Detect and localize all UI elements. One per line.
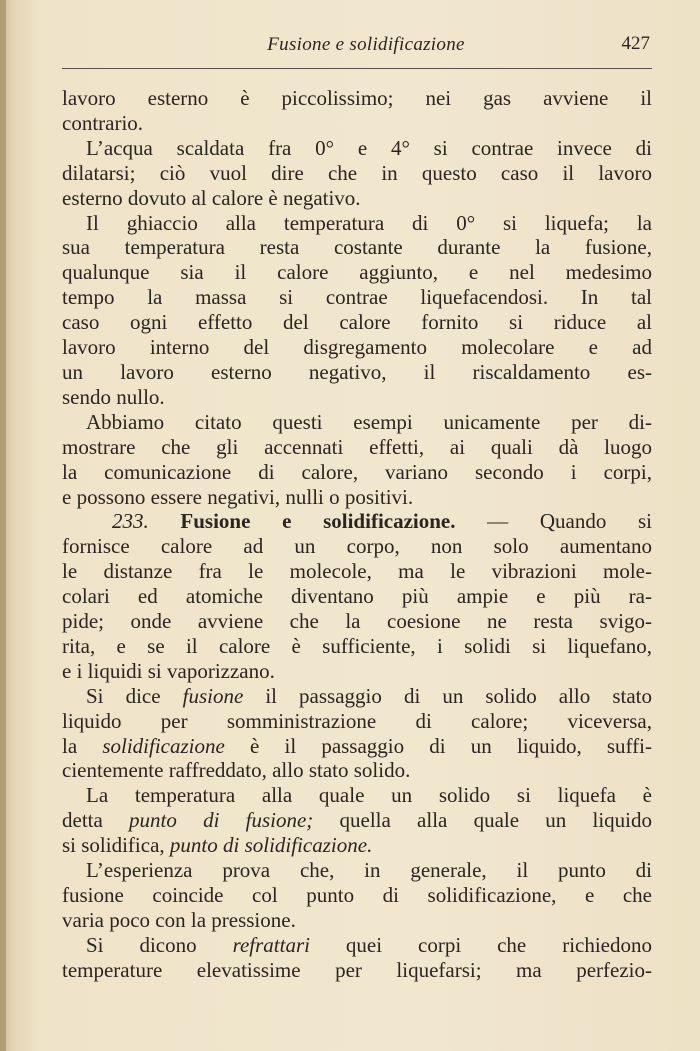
text-segment: tempo la massa si contrae liquefacendosi. In tal (62, 285, 652, 310)
text-segment: pide; onde avviene che la coesione ne resta svigo- (62, 609, 652, 634)
page-binding-edge (0, 0, 6, 1051)
running-title: Fusione e solidificazione (267, 34, 465, 55)
text-line (62, 235, 652, 260)
text-segment: sendo nullo. (62, 384, 165, 409)
text-segment: colari ed atomiche diventano più ampie e più ra- (62, 584, 652, 609)
text-line (62, 559, 652, 584)
text-segment: qualunque sia il calore aggiunto, e nel medesimo (62, 260, 652, 285)
text-line (62, 211, 652, 236)
page-header (62, 30, 650, 60)
text-segment: quei corpi che richiedono (309, 932, 652, 957)
text-line (62, 883, 652, 908)
text-segment: L’esperienza prova che, in generale, il punto di (86, 858, 652, 883)
text-line (62, 111, 652, 136)
text-segment: Si dicono (86, 932, 233, 957)
text-line (62, 584, 652, 609)
text-line (62, 933, 652, 958)
text-line (62, 684, 652, 709)
italic-term: punto di solidificazione. (169, 833, 373, 858)
text-line (62, 734, 652, 759)
page-number: 427 (621, 33, 650, 54)
text-line (62, 410, 652, 435)
italic-term: 233. (112, 509, 149, 534)
text-segment: mostrare che gli accennati effetti, ai quali dà luogo (62, 434, 652, 459)
text-line (62, 534, 652, 559)
text-line (62, 460, 652, 485)
text-line (62, 385, 652, 410)
text-line (62, 908, 652, 933)
text-segment: varia poco con la pressione. (62, 907, 296, 932)
text-segment: è il passaggio di un liquido, suffi- (224, 733, 652, 758)
text-line (62, 758, 652, 783)
text-segment: e i liquidi si vaporizzano. (62, 658, 275, 683)
text-line (62, 833, 652, 858)
text-segment: quella alla quale un liquido (313, 808, 652, 833)
text-segment: La temperatura alla quale un solido si liquefa è (86, 783, 652, 808)
text-segment: lavoro esterno è piccolissimo; nei gas avviene il (62, 86, 652, 110)
text-line (62, 709, 652, 734)
text-line (62, 609, 652, 634)
text-segment: si solidifica, (62, 833, 170, 858)
text-segment: esterno dovuto al calore è negativo. (62, 185, 361, 210)
text-segment: sua temperatura resta costante durante la fusione, (62, 235, 652, 260)
text-segment: Il ghiaccio alla temperatura di 0° si liquefa; la (86, 210, 652, 235)
text-segment: le distanze fra le molecole, ma le vibrazioni mole- (62, 559, 652, 584)
text-segment (149, 509, 181, 533)
text-segment: liquido per somministrazione di calore; viceversa, (62, 708, 652, 733)
text-line (62, 808, 652, 833)
text-segment: fusione coincide col punto di solidificazione, e che (62, 883, 652, 907)
text-line (62, 509, 652, 534)
text-line (62, 485, 652, 510)
italic-term: refrattari (232, 932, 310, 957)
text-segment: il passaggio di un solido allo stato (243, 683, 652, 708)
text-line (62, 958, 652, 983)
text-segment: detta (62, 808, 130, 833)
italic-term: solidificazione (102, 733, 225, 758)
text-line (62, 634, 652, 659)
text-segment: la comunicazione di calore, variano secondo i corpi, (62, 459, 652, 484)
italic-term: punto di fusione; (129, 808, 314, 833)
italic-term: fusione (182, 683, 244, 708)
header-rule (62, 68, 652, 69)
text-segment: L’acqua scaldata fra 0° e 4° si contrae invece di (86, 135, 652, 160)
text-line (62, 783, 652, 808)
text-line (62, 435, 652, 460)
page-body-text (62, 86, 652, 983)
text-line (62, 360, 652, 385)
text-segment: Abbiamo citato questi esempi unicamente per di- (86, 409, 652, 434)
text-line (62, 310, 652, 335)
text-segment: e possono essere negativi, nulli o positivi. (62, 484, 414, 509)
text-line (62, 260, 652, 285)
text-line (62, 86, 652, 111)
text-segment: lavoro interno del disgregamento molecolare e ad (62, 335, 652, 360)
text-line (62, 285, 652, 310)
text-segment: rita, e se il calore è sufficiente, i solidi si liquefano, (62, 633, 652, 658)
text-line (62, 136, 652, 161)
text-segment: contrario. (62, 110, 144, 135)
text-line (62, 161, 652, 186)
text-segment: la (62, 733, 103, 758)
text-segment: temperature elevatissime per liquefarsi; ma perfezio- (62, 957, 652, 982)
text-segment: cientemente raffreddato, allo stato solido. (62, 758, 411, 783)
text-segment: un lavoro esterno negativo, il riscaldamento es- (62, 359, 652, 384)
text-segment: Si dice (86, 683, 183, 708)
text-segment: — Quando si (455, 509, 652, 534)
section-heading: Fusione e solidificazione. (180, 509, 456, 534)
text-segment: caso ogni effetto del calore fornito si riduce al (62, 310, 652, 335)
text-line (62, 858, 652, 883)
text-line (62, 335, 652, 360)
text-segment: dilatarsi; ciò vuol dire che in questo caso il lavoro (62, 160, 652, 185)
text-line (62, 186, 652, 211)
text-segment: fornisce calore ad un corpo, non solo aumentano (62, 534, 652, 559)
text-line (62, 659, 652, 684)
